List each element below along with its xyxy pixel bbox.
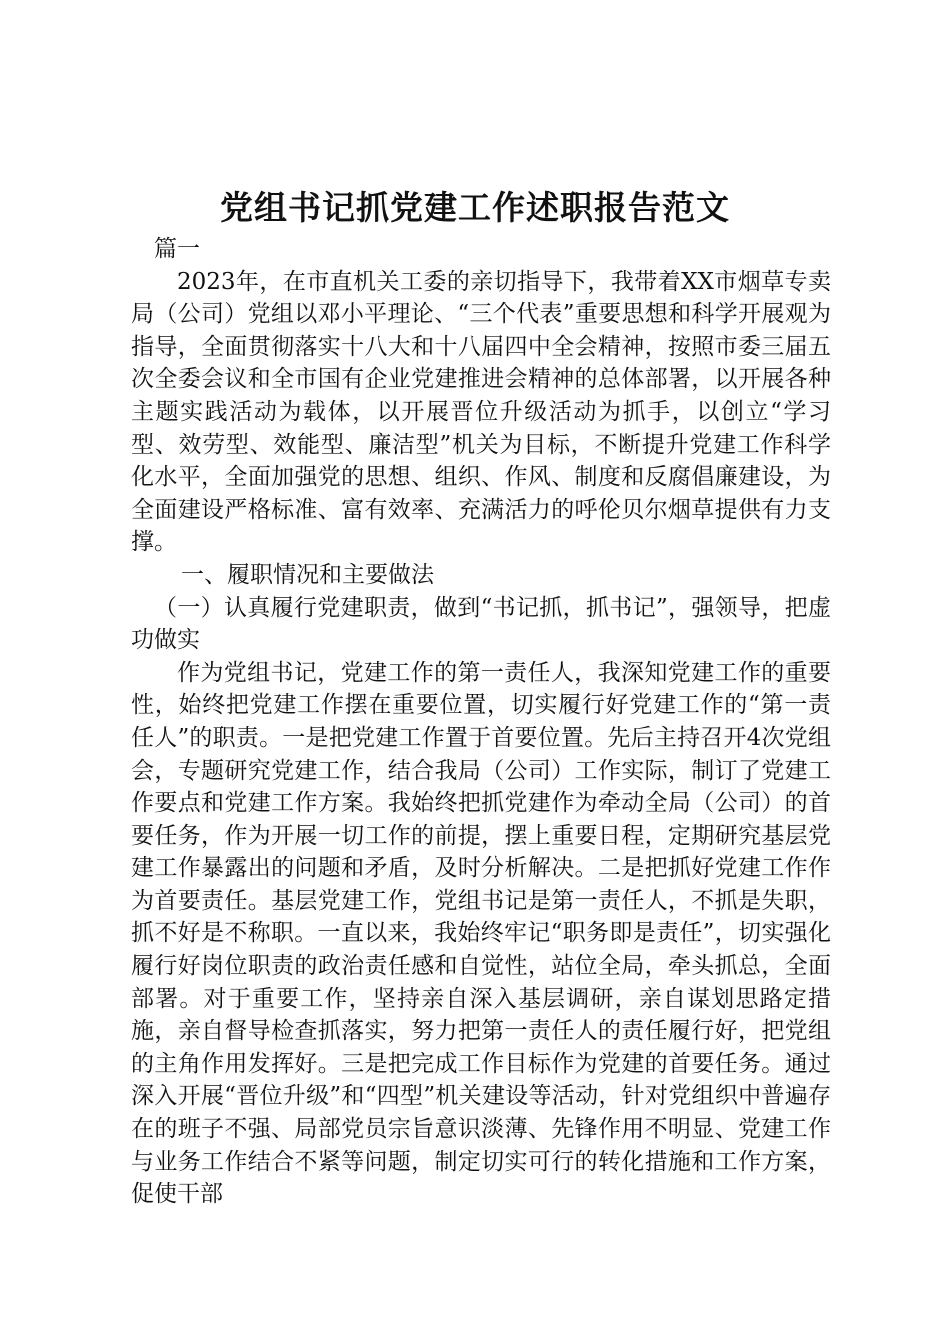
body-paragraph: 作为党组书记，党建工作的第一责任人，我深知党建工作的重要性，始终把党建工作摆在重要位置，切实履行好党建工作的“第一责任人”的职责。一是把党建工作置于首要位置。先后主持召开4次党组会，专题研究党建工作，结合我局（公司）工作实际，制订了党建工作要点和党建工作方案。我始终把抓党建作为牵动全局（公司）的首要任务，作为开展一切工作的前提，摆上重要日程，定期研究基层党建工作暴露出的问题和矛盾，及时分析解决。二是把抓好党建工作作为首要责任。基层党建工作，党组书记是第一责任人，不抓是失职，抓不好是不称职。一直以来，我始终牢记“职务即是责任”，切实强化履行好岗位职责的政治责任感和自觉性，站位全局，牵头抓总，全面部署。对于重要工作，坚持亲自深入基层调研，亲自谋划思路定措施，亲自督导检查抓落实，努力把第一责任人的责任履行好，把党组的主角作用发挥好。三是把完成工作目标作为党建的首要任务。通过深入开展“晋位升级”和“四型”机关建设等活动，针对党组织中普遍存在的班子不强、局部党员宗旨意识淡薄、先锋作用不明显、党建工作与业务工作结合不紧等问题，制定切实可行的转化措施和工作方案，促使干部 xyxy=(131,659,831,1208)
document-title: 党组书记抓党建工作述职报告范文 xyxy=(220,188,730,227)
section-label: 篇一 xyxy=(154,236,200,262)
body-paragraph: 2023年，在市直机关工委的亲切指导下，我带着XX市烟草专卖局（公司）党组以邓小平理论、“三个代表”重要思想和科学开展观为指导，全面贯彻落实十八大和十八届四中全会精神，按照市委三届五次全委会议和全市国有企业党建推进会精神的总体部署，以开展各种主题实践活动为载体，以开展晋位升级活动为抓手，以创立“学习型、效劳型、效能型、廉洁型”机关为目标，不断提升党建工作科学化水平，全面加强党的思想、组织、作风、制度和反腐倡廉建设，为全面建设严格标准、富有效率、充满活力的呼伦贝尔烟草提供有力支撑。 xyxy=(131,268,831,556)
subsection-heading: （一）认真履行党建职责，做到“书记抓，抓书记”，强领导，把虚功做实 xyxy=(131,594,831,654)
section-heading: 一、履职情况和主要做法 xyxy=(181,561,434,588)
document-body xyxy=(131,233,831,1211)
